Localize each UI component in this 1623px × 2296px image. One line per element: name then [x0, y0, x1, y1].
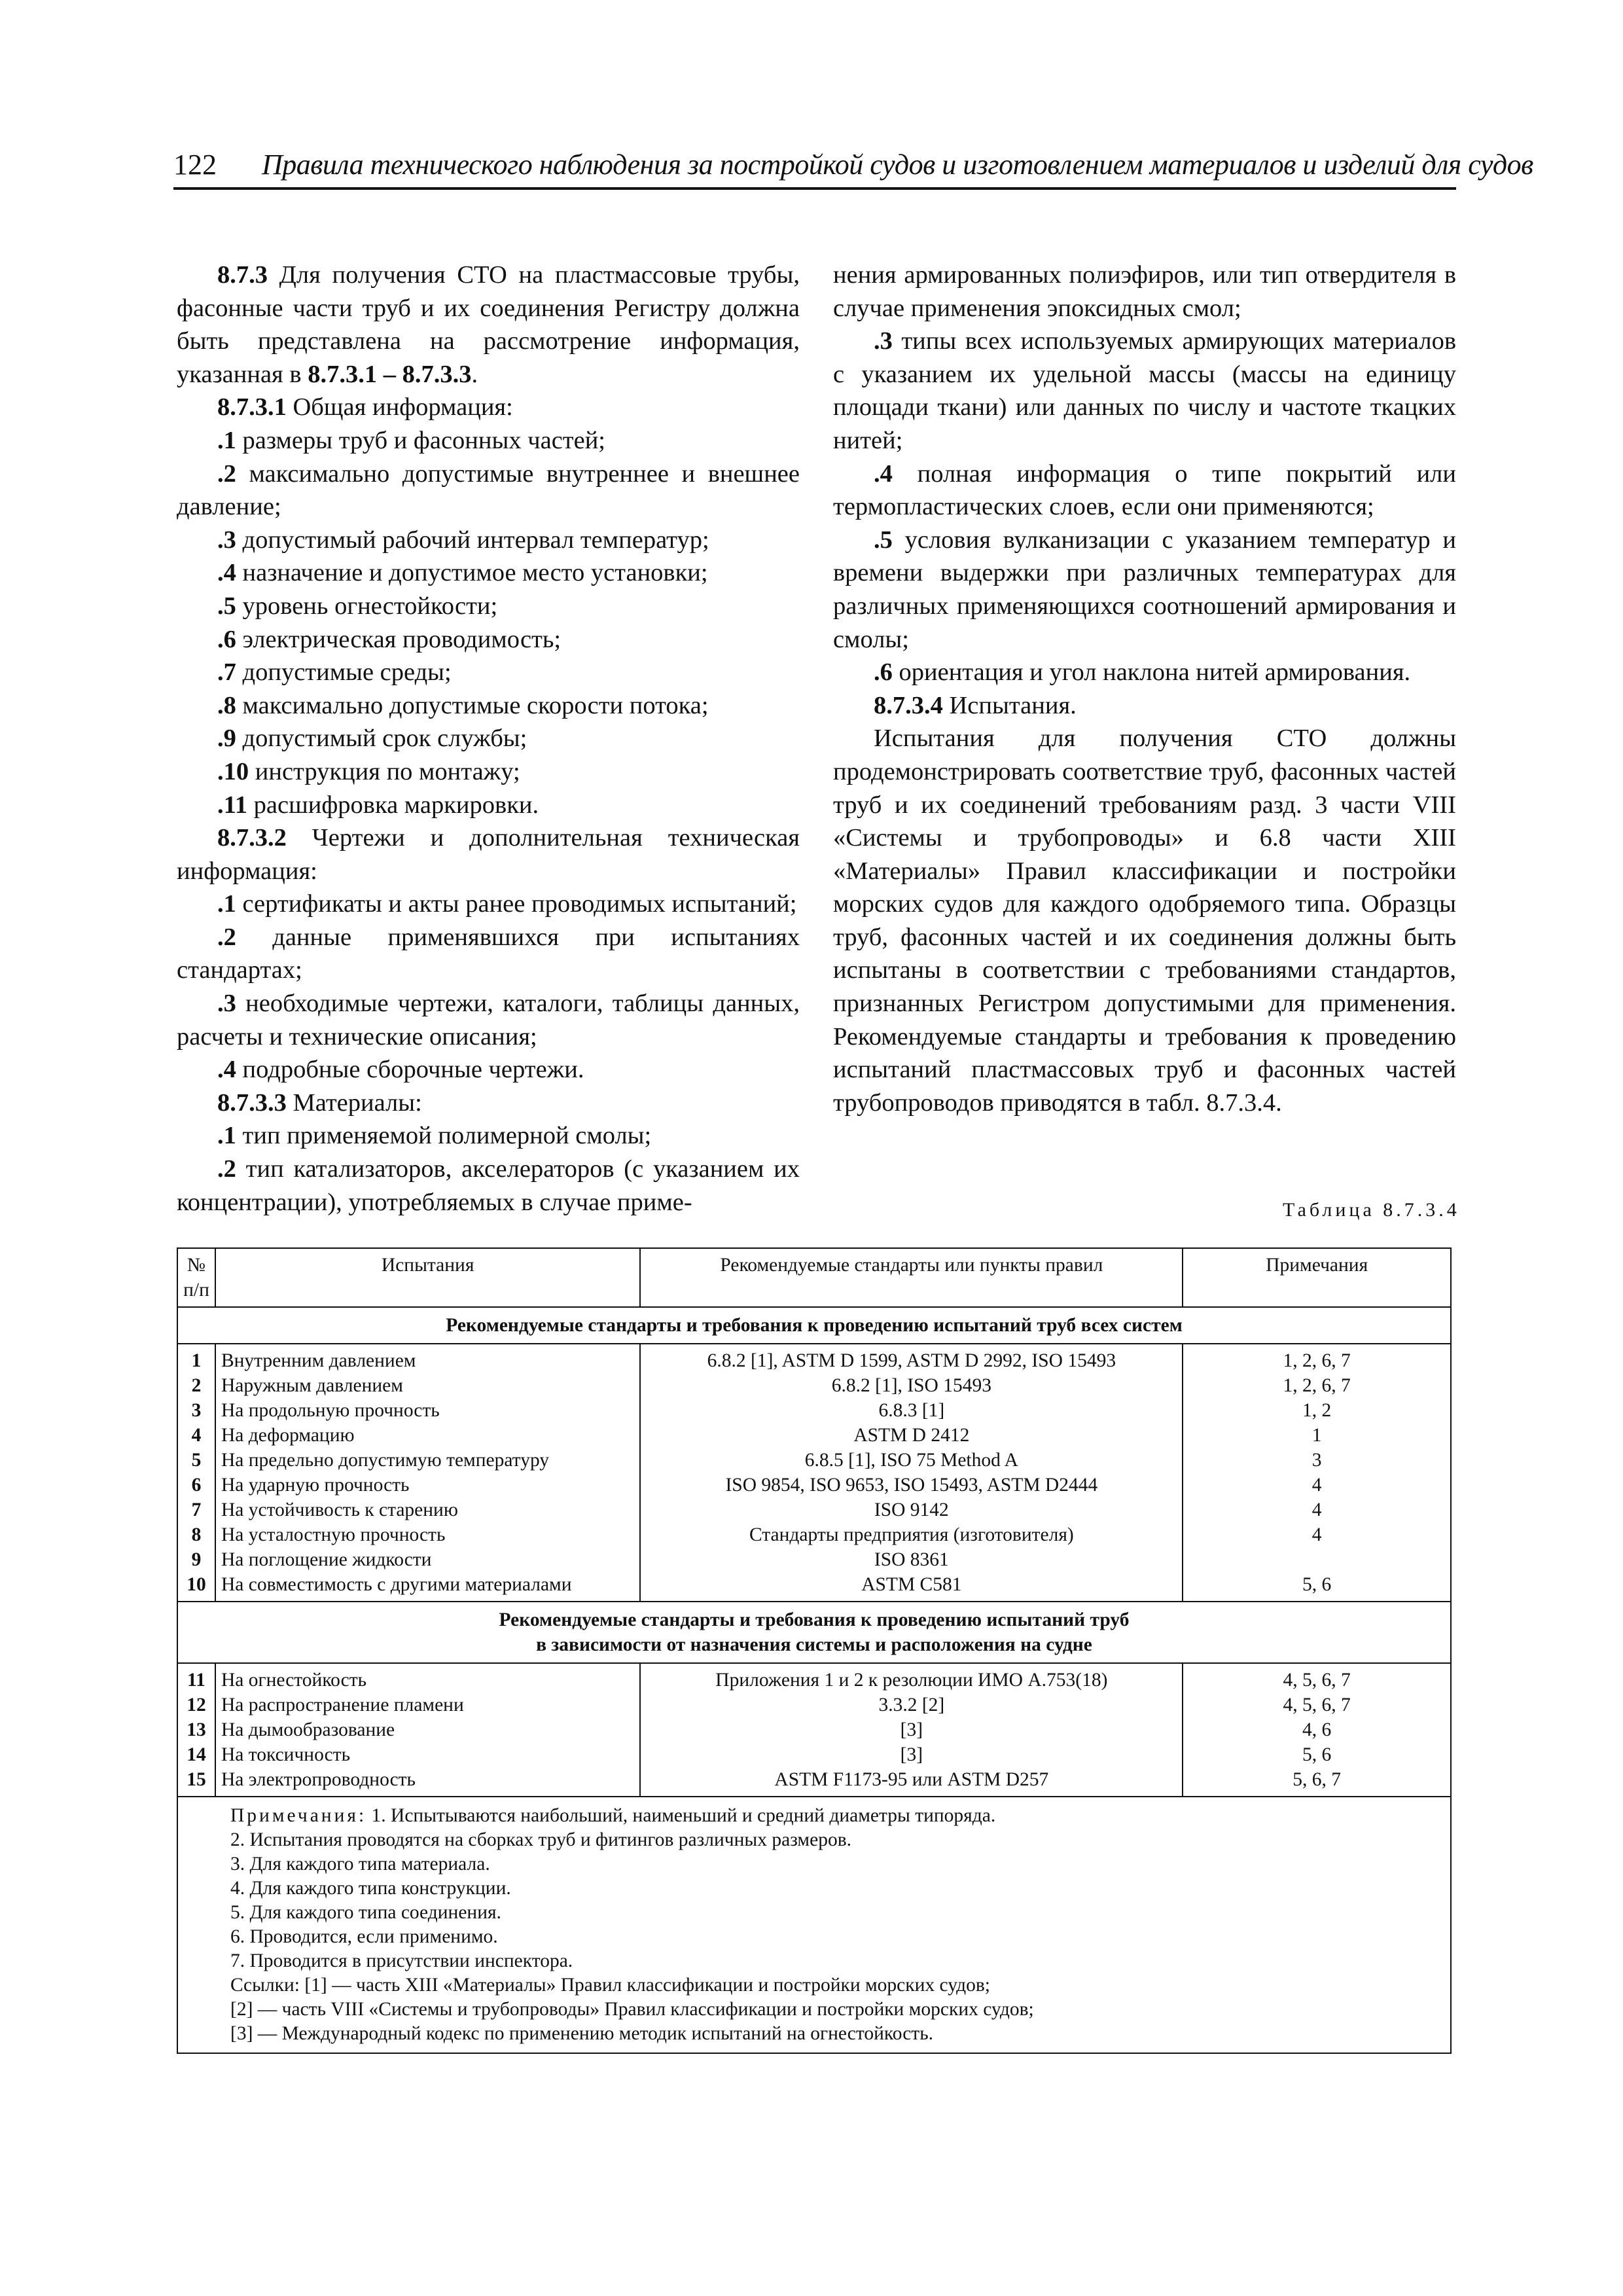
- section-row: [177, 1602, 1451, 1663]
- right-text-column: [833, 259, 1456, 1119]
- note-line: 2. Испытания проводятся на сборках труб и фитингов различных размеров.: [230, 1829, 851, 1850]
- row-number: 15: [177, 1767, 215, 1797]
- row-notes: 5, 6: [1183, 1572, 1451, 1602]
- paragraph-text: данные применявшихся при испытаниях стандартах;: [177, 923, 800, 984]
- clause-number: .3: [217, 526, 236, 554]
- paragraph: [177, 556, 800, 590]
- clause-number: .10: [217, 757, 249, 785]
- paragraph-text: сертификаты и акты ранее проводимых испытаний;: [236, 890, 797, 918]
- row-number: 10: [177, 1572, 215, 1602]
- section-title-2: [177, 1602, 1451, 1663]
- note-line: Ссылки: [1] — часть XIII «Материалы» Правил классификации и постройки морских судов;: [230, 1975, 991, 1996]
- clause-number: 8.7.3.4: [874, 691, 943, 719]
- note-line: 3. Для каждого типа материала.: [230, 1854, 490, 1874]
- paragraph-text: полная информация о типе покрытий или термопластических слоев, если они применяются;: [833, 459, 1456, 521]
- clause-number: .1: [217, 1122, 236, 1150]
- paragraph-tail: .: [471, 360, 478, 388]
- tests-table: [177, 1247, 1452, 2054]
- paragraph: [833, 457, 1456, 524]
- paragraph-text: условия вулканизации с указанием температур и времени выдержки при различных температурах для различных применяющихся соотношений армирования и смолы;: [833, 526, 1456, 653]
- paragraph-text: типы всех используемых армирующих материалов с указанием их удельной массы (массы на единицу площади ткани) или данных по числу и частоте ткацких нитей;: [833, 327, 1456, 454]
- row-number: 2: [177, 1373, 215, 1398]
- clause-number: 8.7.3: [217, 261, 268, 289]
- row-test: На огнестойкость: [215, 1663, 640, 1693]
- row-notes: 1, 2, 6, 7: [1183, 1373, 1451, 1398]
- paragraph-text: необходимые чертежи, каталоги, таблицы данных, расчеты и технические описания;: [177, 990, 800, 1050]
- clause-number: .9: [217, 725, 236, 753]
- row-standard: ISO 9854, ISO 9653, ISO 15493, ASTM D2444: [640, 1473, 1183, 1498]
- row-test: На электропроводность: [215, 1767, 640, 1797]
- paragraph-text: Испытания.: [942, 691, 1077, 719]
- clause-number: .2: [217, 923, 236, 951]
- notes-label: Примечания:: [230, 1805, 367, 1826]
- table-row: [177, 1498, 1451, 1522]
- row-standard: 6.8.5 [1], ISO 75 Method A: [640, 1448, 1183, 1473]
- table-row: [177, 1473, 1451, 1498]
- row-standard: ASTM C581: [640, 1572, 1183, 1602]
- clause-number: .3: [874, 327, 893, 355]
- header-notes: Примечания: [1183, 1248, 1451, 1307]
- paragraph: [177, 821, 800, 888]
- row-test: На предельно допустимую температуру: [215, 1448, 640, 1473]
- row-standard: [3]: [640, 1742, 1183, 1767]
- paragraph: [177, 1053, 800, 1086]
- paragraph: [833, 656, 1456, 689]
- paragraph: [177, 391, 800, 424]
- row-standard: ISO 8361: [640, 1547, 1183, 1572]
- table-row: [177, 1572, 1451, 1602]
- paragraph-text: тип применяемой полимерной смолы;: [236, 1122, 652, 1150]
- clause-number: .5: [217, 592, 236, 620]
- running-title: Правила технического наблюдения за постройкой судов и изготовлением материалов и изделий для судов: [262, 149, 1533, 181]
- paragraph: [833, 722, 1456, 1119]
- row-standard: ISO 9142: [640, 1498, 1183, 1522]
- note-line: 4. Для каждого типа конструкции.: [230, 1878, 511, 1899]
- row-number: 9: [177, 1547, 215, 1572]
- clause-number: .11: [217, 791, 248, 819]
- row-number: 1: [177, 1344, 215, 1373]
- notes-row: [177, 1797, 1451, 2053]
- row-test: Наружным давлением: [215, 1373, 640, 1398]
- row-notes: 4, 5, 6, 7: [1183, 1693, 1451, 1717]
- row-number: 4: [177, 1423, 215, 1448]
- row-notes: 4, 6: [1183, 1717, 1451, 1742]
- paragraph-text: размеры труб и фасонных частей;: [236, 426, 605, 454]
- header-standards: Рекомендуемые стандарты или пункты правил: [640, 1248, 1183, 1307]
- table-row: [177, 1373, 1451, 1398]
- row-test: На поглощение жидкости: [215, 1547, 640, 1572]
- row-standard: Приложения 1 и 2 к резолюции ИМО А.753(18): [640, 1663, 1183, 1693]
- section-row: [177, 1307, 1451, 1344]
- table-row: [177, 1423, 1451, 1448]
- row-standard: [3]: [640, 1717, 1183, 1742]
- row-standard: 3.3.2 [2]: [640, 1693, 1183, 1717]
- paragraph-text: назначение и допустимое место установки;: [236, 559, 708, 587]
- paragraph: [833, 689, 1456, 723]
- paragraph: [177, 623, 800, 656]
- clause-number: .2: [217, 459, 236, 488]
- row-notes: 4: [1183, 1498, 1451, 1522]
- paragraph: [177, 1086, 800, 1120]
- row-notes: 5, 6: [1183, 1742, 1451, 1767]
- row-standard: 6.8.2 [1], ASTM D 1599, ASTM D 2992, ISO 15493: [640, 1344, 1183, 1373]
- paragraph-text: максимально допустимые внутреннее и внешнее давление;: [177, 459, 800, 521]
- paragraph: [177, 590, 800, 623]
- paragraph-text: допустимые среды;: [236, 658, 452, 687]
- paragraph: [177, 259, 800, 391]
- row-notes: [1183, 1547, 1451, 1572]
- paragraph: [177, 789, 800, 822]
- row-standard: ASTM D 2412: [640, 1423, 1183, 1448]
- table-row: [177, 1663, 1451, 1693]
- paragraph-text: ориентация и угол наклона нитей армирования.: [892, 658, 1411, 687]
- left-text-column: [177, 259, 800, 1219]
- row-test: На совместимость с другими материалами: [215, 1572, 640, 1602]
- paragraph: [177, 457, 800, 524]
- clause-number: .1: [217, 890, 236, 918]
- paragraph-text: Материалы:: [286, 1088, 422, 1117]
- row-test: На распространение пламени: [215, 1693, 640, 1717]
- clause-number: .4: [874, 459, 893, 488]
- table-row: [177, 1344, 1451, 1373]
- header-tests: Испытания: [215, 1248, 640, 1307]
- paragraph-text: тип катализаторов, акселераторов (с указанием их концентрации), употребляемых в случае приме-: [177, 1155, 800, 1216]
- clause-number: .7: [217, 658, 236, 687]
- row-test: На деформацию: [215, 1423, 640, 1448]
- paragraph: [833, 259, 1456, 325]
- table-row: [177, 1448, 1451, 1473]
- row-notes: 1, 2: [1183, 1398, 1451, 1423]
- row-number: 3: [177, 1398, 215, 1423]
- row-test: На продольную прочность: [215, 1398, 640, 1423]
- table-row: [177, 1742, 1451, 1767]
- clause-number: .6: [874, 658, 893, 687]
- clause-number: .3: [217, 990, 236, 1018]
- note-line: 5. Для каждого типа соединения.: [230, 1902, 501, 1923]
- section-title-1: Рекомендуемые стандарты и требования к проведению испытаний труб всех систем: [177, 1307, 1451, 1344]
- table-row: [177, 1717, 1451, 1742]
- row-notes: 1: [1183, 1423, 1451, 1448]
- clause-number: .4: [217, 1056, 236, 1084]
- table-row: [177, 1547, 1451, 1572]
- paragraph: [177, 722, 800, 755]
- row-test: Внутренним давлением: [215, 1344, 640, 1373]
- note-line: 7. Проводится в присутствии инспектора.: [230, 1950, 573, 1971]
- table-row: [177, 1522, 1451, 1547]
- table-caption: Таблица 8.7.3.4: [1283, 1199, 1460, 1221]
- row-number: 8: [177, 1522, 215, 1547]
- paragraph: [177, 888, 800, 921]
- clause-number: .5: [874, 526, 893, 554]
- row-notes: 4: [1183, 1522, 1451, 1547]
- paragraph: [177, 524, 800, 557]
- note-line: [3] — Международный кодекс по применению методик испытаний на огнестойкость.: [230, 2023, 934, 2044]
- section-title-2-line1: Рекомендуемые стандарты и требования к проведению испытаний труб: [499, 1609, 1130, 1630]
- paragraph-text: Испытания для получения СТО должны продемонстрировать соответствие труб, фасонных частей труб и их соединений требованиям разд. 3 части VIII «Системы и трубопроводы» и 6.8 части XIII «Материалы» Правил классификации и постройки морских судов для каждого одобряемого типа. Образцы труб, фасонных частей и их соединения должны быть испытаны в соответствии с требованиями стандартов, признанных Регистром допустимыми для применения. Рекомендуемые стандарты и требования к проведению испытаний пластмассовых труб и фасонных частей трубопроводов приводятся в табл. 8.7.3.4.: [833, 725, 1456, 1117]
- clause-number: .6: [217, 625, 236, 653]
- clause-number: .8: [217, 691, 236, 719]
- table-notes: [177, 1797, 1451, 2053]
- clause-number: .1: [217, 426, 236, 454]
- paragraph: [177, 689, 800, 723]
- paragraph-text: Чертежи и дополнительная техническая информация:: [177, 824, 800, 885]
- row-number: 13: [177, 1717, 215, 1742]
- row-standard: 6.8.3 [1]: [640, 1398, 1183, 1423]
- section-title-2-line2: в зависимости от назначения системы и расположения на судне: [536, 1634, 1092, 1655]
- row-number: 12: [177, 1693, 215, 1717]
- row-notes: 4, 5, 6, 7: [1183, 1663, 1451, 1693]
- paragraph-text: Общая информация:: [286, 393, 513, 422]
- paragraph: [177, 755, 800, 789]
- clause-number: 8.7.3.2: [217, 824, 287, 852]
- clause-reference: 8.7.3.1 – 8.7.3.3: [308, 360, 472, 388]
- page-number: 122: [173, 149, 217, 181]
- row-test: На дымообразование: [215, 1717, 640, 1742]
- table-row: [177, 1398, 1451, 1423]
- paragraph-text: расшифровка маркировки.: [247, 791, 539, 819]
- table-row: [177, 1767, 1451, 1797]
- paragraph: [177, 424, 800, 457]
- row-standard: 6.8.2 [1], ISO 15493: [640, 1373, 1183, 1398]
- row-notes: 1, 2, 6, 7: [1183, 1344, 1451, 1373]
- note-line: 6. Проводится, если применимо.: [230, 1926, 498, 1947]
- clause-number: .2: [217, 1155, 236, 1183]
- paragraph-text: допустимый срок службы;: [236, 725, 527, 753]
- paragraph-text: Для получения СТО на пластмассовые трубы, фасонные части труб и их соединения Регистру должна быть представлена на рассмотрение информация, указанная в: [177, 261, 800, 388]
- row-number: 6: [177, 1473, 215, 1498]
- row-number: 7: [177, 1498, 215, 1522]
- paragraph-text: электрическая проводимость;: [236, 625, 562, 653]
- paragraph-text: нения армированных полиэфиров, или тип отвердителя в случае применения эпоксидных смол;: [833, 261, 1456, 322]
- row-standard: Стандарты предприятия (изготовителя): [640, 1522, 1183, 1547]
- paragraph-text: допустимый рабочий интервал температур;: [236, 526, 709, 554]
- paragraph-text: инструкция по монтажу;: [249, 757, 520, 785]
- paragraph: [177, 656, 800, 689]
- row-test: На токсичность: [215, 1742, 640, 1767]
- row-notes: 3: [1183, 1448, 1451, 1473]
- header-number: № п/п: [177, 1248, 215, 1307]
- note-line: [2] — часть VIII «Системы и трубопроводы» Правил классификации и постройки морских судов;: [230, 1999, 1034, 2020]
- clause-number: 8.7.3.1: [217, 393, 287, 422]
- paragraph: [177, 1119, 800, 1153]
- running-header: [173, 145, 1533, 190]
- paragraph: [833, 524, 1456, 656]
- row-notes: 4: [1183, 1473, 1451, 1498]
- row-number: 5: [177, 1448, 215, 1473]
- paragraph: [177, 987, 800, 1053]
- paragraph: [833, 325, 1456, 457]
- paragraph-text: максимально допустимые скорости потока;: [236, 691, 709, 719]
- row-number: 11: [177, 1663, 215, 1693]
- row-standard: ASTM F1173-95 или ASTM D257: [640, 1767, 1183, 1797]
- paragraph: [177, 1153, 800, 1219]
- row-notes: 5, 6, 7: [1183, 1767, 1451, 1797]
- paragraph-text: уровень огнестойкости;: [236, 592, 498, 620]
- table-row: [177, 1693, 1451, 1717]
- clause-number: 8.7.3.3: [217, 1088, 287, 1117]
- row-number: 14: [177, 1742, 215, 1767]
- row-test: На ударную прочность: [215, 1473, 640, 1498]
- clause-number: .4: [217, 559, 236, 587]
- paragraph-text: подробные сборочные чертежи.: [236, 1056, 584, 1084]
- row-test: На усталостную прочность: [215, 1522, 640, 1547]
- table-header-row: [177, 1248, 1451, 1307]
- paragraph: [177, 921, 800, 987]
- note-line: 1. Испытываются наибольший, наименьший и средний диаметры типоряда.: [371, 1805, 996, 1826]
- row-test: На устойчивость к старению: [215, 1498, 640, 1522]
